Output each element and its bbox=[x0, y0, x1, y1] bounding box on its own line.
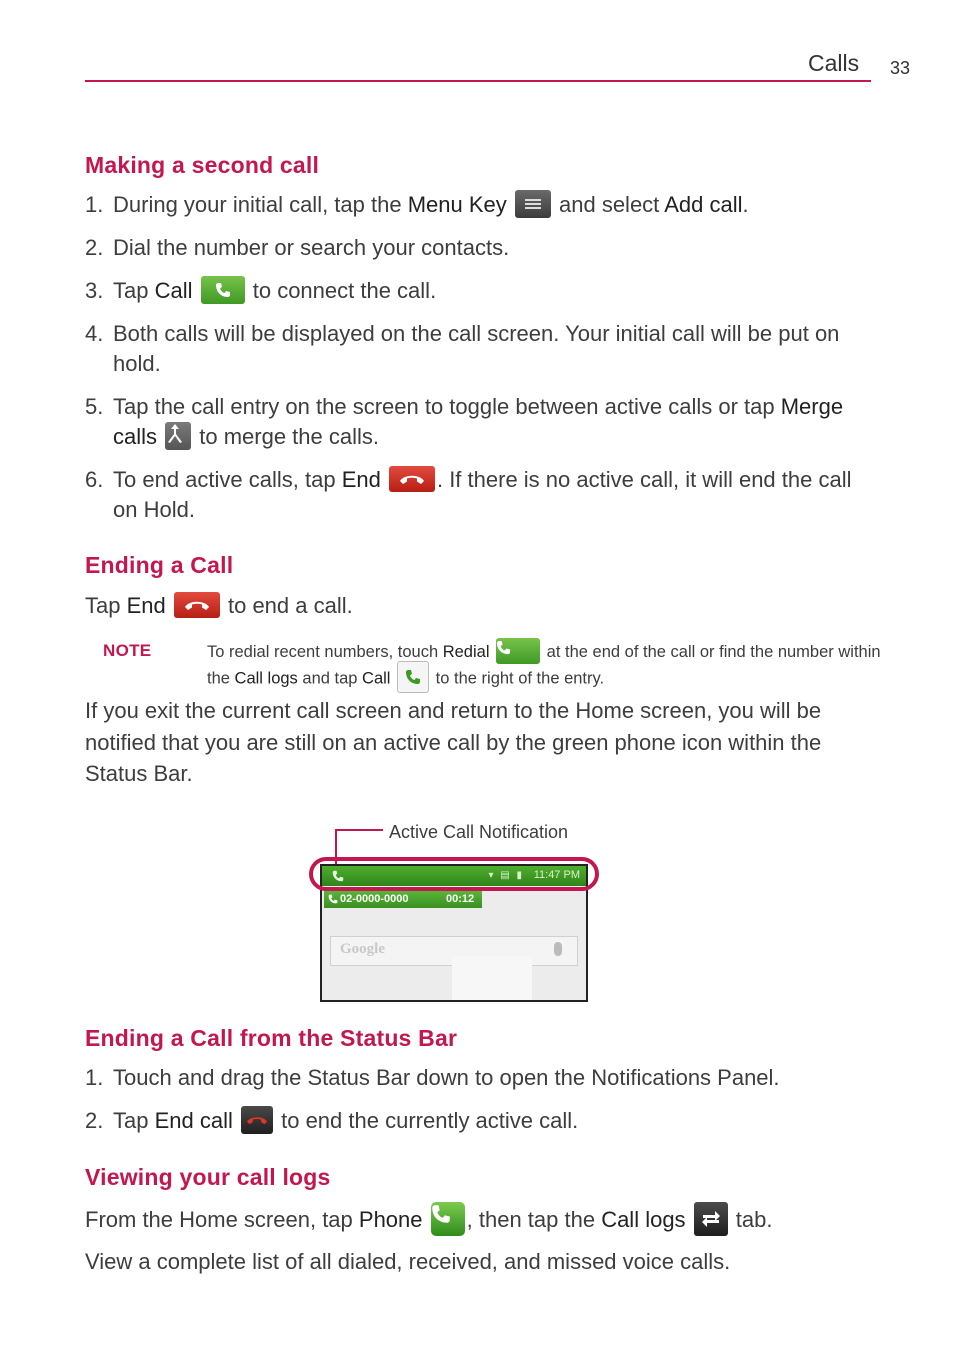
list-text: Tap bbox=[113, 1108, 155, 1133]
status-bar-paragraph: If you exit the current call screen and return to the Home screen, you will be notified that you are still on an active call by the green phone icon within the Status Bar. bbox=[85, 698, 822, 786]
list-text: Dial the number or search your contacts. bbox=[113, 235, 510, 260]
list-item bbox=[85, 392, 875, 451]
list-item bbox=[85, 276, 875, 306]
list-text: and select bbox=[552, 192, 665, 217]
end-call-icon bbox=[241, 1106, 273, 1134]
add-call-label: Add call bbox=[664, 192, 743, 217]
merge-calls-icon bbox=[165, 422, 191, 450]
note-segment: To redial recent numbers, touch bbox=[207, 643, 443, 661]
call-logs-icon bbox=[694, 1202, 728, 1236]
list-item bbox=[85, 1106, 875, 1136]
line-text: , then tap the bbox=[466, 1207, 602, 1232]
end-label: End bbox=[126, 593, 166, 618]
call-label: Call bbox=[154, 278, 193, 303]
merge-calls-label: Merge calls bbox=[113, 394, 844, 449]
status-icons: ▾ ▤ ▮ bbox=[488, 870, 524, 881]
section-heading-ending-call: Ending a Call bbox=[85, 552, 234, 578]
redial-label: Redial bbox=[442, 643, 490, 661]
list-number: 2. bbox=[85, 235, 104, 260]
list-item bbox=[85, 1063, 875, 1093]
note-segment: and tap bbox=[297, 669, 363, 688]
call-number: 02-0000-0000 bbox=[340, 893, 409, 905]
list-text: Both calls will be displayed on the call screen. Your initial call will be put on hold. bbox=[113, 321, 840, 376]
line-text: tab. bbox=[729, 1207, 773, 1232]
page-number: 33 bbox=[890, 58, 911, 78]
redial-icon bbox=[496, 638, 540, 664]
list-text: Tap the call entry on the screen to toggle between active calls or tap bbox=[113, 394, 781, 419]
call-notification-icon bbox=[328, 894, 338, 904]
list-text: . bbox=[742, 192, 749, 217]
figure-callout-label: Active Call Notification bbox=[389, 822, 569, 842]
list-text: Touch and drag the Status Bar down to open the Notifications Panel. bbox=[113, 1065, 780, 1090]
list-item bbox=[85, 233, 875, 263]
callout-leader bbox=[335, 829, 383, 831]
list-text: . If there is no active call, it will end the call on Hold. bbox=[113, 467, 852, 522]
search-logo: Google bbox=[340, 941, 385, 957]
line-text: to end a call. bbox=[221, 593, 353, 618]
chapter-title: Calls bbox=[808, 50, 860, 76]
line-text: Tap bbox=[85, 593, 127, 618]
home-dock bbox=[452, 956, 532, 1000]
list-number: 3. bbox=[85, 278, 104, 303]
list-number: 1. bbox=[85, 192, 104, 217]
list-item bbox=[85, 319, 875, 378]
list-item bbox=[85, 465, 875, 524]
list-text: To end active calls, tap bbox=[113, 467, 342, 492]
end-call-icon bbox=[174, 592, 220, 618]
list-item bbox=[85, 190, 875, 220]
status-time: 11:47 PM bbox=[533, 869, 580, 881]
list-text: to connect the call. bbox=[246, 278, 437, 303]
end-label: End bbox=[341, 467, 381, 492]
list-text: Tap bbox=[113, 278, 155, 303]
header-rule bbox=[85, 80, 871, 82]
call-logs-label: Call logs bbox=[601, 1207, 686, 1232]
phone-label: Phone bbox=[358, 1207, 423, 1232]
end-call-label: End call bbox=[154, 1108, 233, 1133]
call-icon bbox=[397, 661, 429, 693]
list-number: 4. bbox=[85, 321, 104, 346]
list-number: 2. bbox=[85, 1108, 104, 1133]
note-text bbox=[207, 640, 887, 693]
menu-key-label: Menu Key bbox=[407, 192, 507, 217]
phone-app-icon bbox=[431, 1202, 465, 1236]
list-number: 6. bbox=[85, 467, 104, 492]
call-logs-description: View a complete list of all dialed, received, and missed voice calls. bbox=[85, 1249, 731, 1274]
note-segment: at the end of the call or find the number within the bbox=[207, 643, 881, 688]
note-label: NOTE bbox=[103, 641, 152, 660]
list-number: 5. bbox=[85, 394, 104, 419]
list-text: to merge the calls. bbox=[193, 423, 380, 449]
section-heading-call-logs: Viewing your call logs bbox=[85, 1164, 331, 1190]
section-heading-status-bar: Ending a Call from the Status Bar bbox=[85, 1025, 458, 1051]
ending-call-line bbox=[85, 591, 353, 621]
call-logs-line bbox=[85, 1205, 773, 1236]
list-text: to end the currently active call. bbox=[275, 1108, 579, 1133]
call-timer: 00:12 bbox=[446, 893, 475, 905]
list-number: 1. bbox=[85, 1065, 104, 1090]
highlight-ring bbox=[309, 857, 599, 891]
list-text: During your initial call, tap the bbox=[113, 192, 408, 217]
mic-icon bbox=[554, 942, 562, 956]
call-logs-label: Call logs bbox=[234, 669, 298, 688]
call-icon bbox=[201, 276, 245, 304]
menu-key-icon bbox=[515, 190, 551, 218]
end-call-icon bbox=[389, 466, 435, 492]
note-segment: to the right of the entry. bbox=[431, 669, 605, 688]
call-label: Call bbox=[362, 669, 391, 688]
line-text: From the Home screen, tap bbox=[85, 1207, 359, 1232]
section-heading-second-call: Making a second call bbox=[85, 152, 320, 178]
